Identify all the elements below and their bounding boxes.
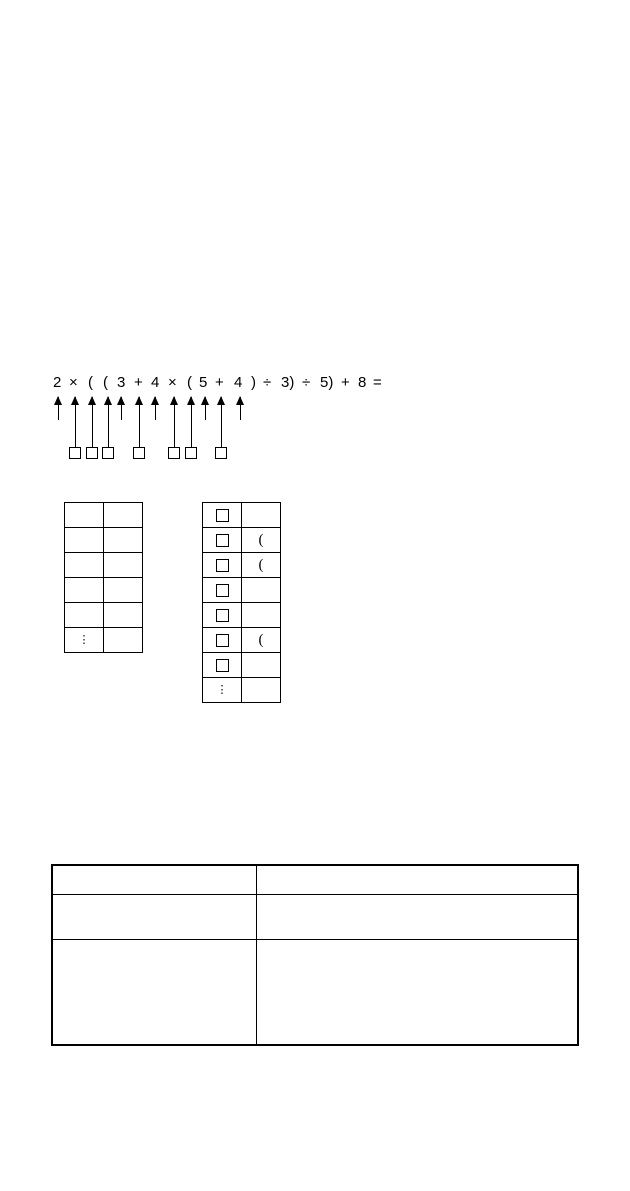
stack-cell (203, 553, 242, 578)
blank-box (185, 447, 197, 459)
table-row (203, 578, 281, 603)
stack-cell (104, 553, 143, 578)
stack-cell (203, 503, 242, 528)
arrow-long (92, 397, 93, 447)
stack-cell (65, 578, 104, 603)
expr-token: 4 (151, 374, 160, 391)
expression-diagram (0, 0, 630, 480)
expr-token: × (69, 374, 78, 391)
arrow-long (139, 397, 140, 447)
expr-token: ) (251, 374, 256, 391)
table-row (52, 940, 578, 1046)
expr-token: 2 (53, 374, 62, 391)
stack-cell (65, 503, 104, 528)
stack-cell (242, 678, 281, 703)
stack-cell (242, 503, 281, 528)
blank-box (216, 634, 229, 647)
blank-box (216, 509, 229, 522)
blank-box (216, 609, 229, 622)
expr-token: ( (103, 374, 108, 391)
table-row (203, 603, 281, 628)
blank-box (102, 447, 114, 459)
blank-box (133, 447, 145, 459)
arrow-short (58, 397, 59, 420)
stack-cell (242, 653, 281, 678)
expr-token: 3 (117, 374, 126, 391)
arrow-long (75, 397, 76, 447)
info-table (51, 864, 579, 1046)
table-row (65, 528, 143, 553)
table-row (203, 628, 281, 653)
stack-cell (65, 603, 104, 628)
table-cell (257, 865, 579, 895)
stack-cell (203, 578, 242, 603)
stack-cell (203, 603, 242, 628)
expr-token: = (373, 374, 382, 391)
table-row (52, 865, 578, 895)
arrow-long (221, 397, 222, 447)
expr-token: ( (187, 374, 192, 391)
number-stack-table (64, 502, 143, 653)
arrow-long (174, 397, 175, 447)
arrow-short (155, 397, 156, 420)
blank-box (216, 659, 229, 672)
blank-box (168, 447, 180, 459)
stack-cell (104, 528, 143, 553)
table-cell (257, 895, 579, 940)
table-row (203, 653, 281, 678)
blank-box (86, 447, 98, 459)
expr-token: × (168, 374, 177, 391)
blank-box (215, 447, 227, 459)
stack-cell (104, 578, 143, 603)
table-row (203, 678, 281, 703)
stack-cell (104, 503, 143, 528)
stack-cell (203, 678, 242, 703)
stack-cell (203, 528, 242, 553)
table-cell (52, 940, 257, 1046)
expr-token: + (134, 374, 143, 391)
arrow-short (121, 397, 122, 420)
table-row (65, 553, 143, 578)
table-row (65, 503, 143, 528)
ellipsis-vertical: ⋮ (78, 634, 90, 647)
table-row (203, 503, 281, 528)
stack-cell (65, 553, 104, 578)
table-cell (52, 895, 257, 940)
command-stack-table (202, 502, 281, 703)
table-cell (52, 865, 257, 895)
table-row (65, 628, 143, 653)
table-row (203, 528, 281, 553)
blank-box (216, 559, 229, 572)
arrow-long (191, 397, 192, 447)
expr-token: 4 (234, 374, 243, 391)
stack-cell (65, 528, 104, 553)
ellipsis-vertical: ⋮ (216, 684, 228, 697)
stack-cell (242, 578, 281, 603)
expr-token: ( (88, 374, 93, 391)
expr-token: 3) (281, 374, 295, 391)
stack-cell (104, 628, 143, 653)
stack-cell: ( (242, 528, 281, 553)
table-row (52, 895, 578, 940)
expr-token: ÷ (302, 374, 311, 391)
stack-cell: ( (242, 628, 281, 653)
stack-cell: ( (242, 553, 281, 578)
expr-token: 8 (358, 374, 367, 391)
expr-token: 5) (320, 374, 334, 391)
expr-token: ÷ (263, 374, 272, 391)
table-row (203, 553, 281, 578)
blank-box (216, 584, 229, 597)
stack-cell (104, 603, 143, 628)
arrow-short (240, 397, 241, 420)
stack-cell (203, 628, 242, 653)
table-row (65, 603, 143, 628)
table-cell (257, 940, 579, 1046)
stack-cell (203, 653, 242, 678)
stack-cell (65, 628, 104, 653)
table-row (65, 578, 143, 603)
arrow-long (108, 397, 109, 447)
blank-box (69, 447, 81, 459)
blank-box (216, 534, 229, 547)
arrow-short (205, 397, 206, 420)
expr-token: + (341, 374, 350, 391)
stack-cell (242, 603, 281, 628)
expr-token: 5 (199, 374, 208, 391)
expr-token: + (215, 374, 224, 391)
